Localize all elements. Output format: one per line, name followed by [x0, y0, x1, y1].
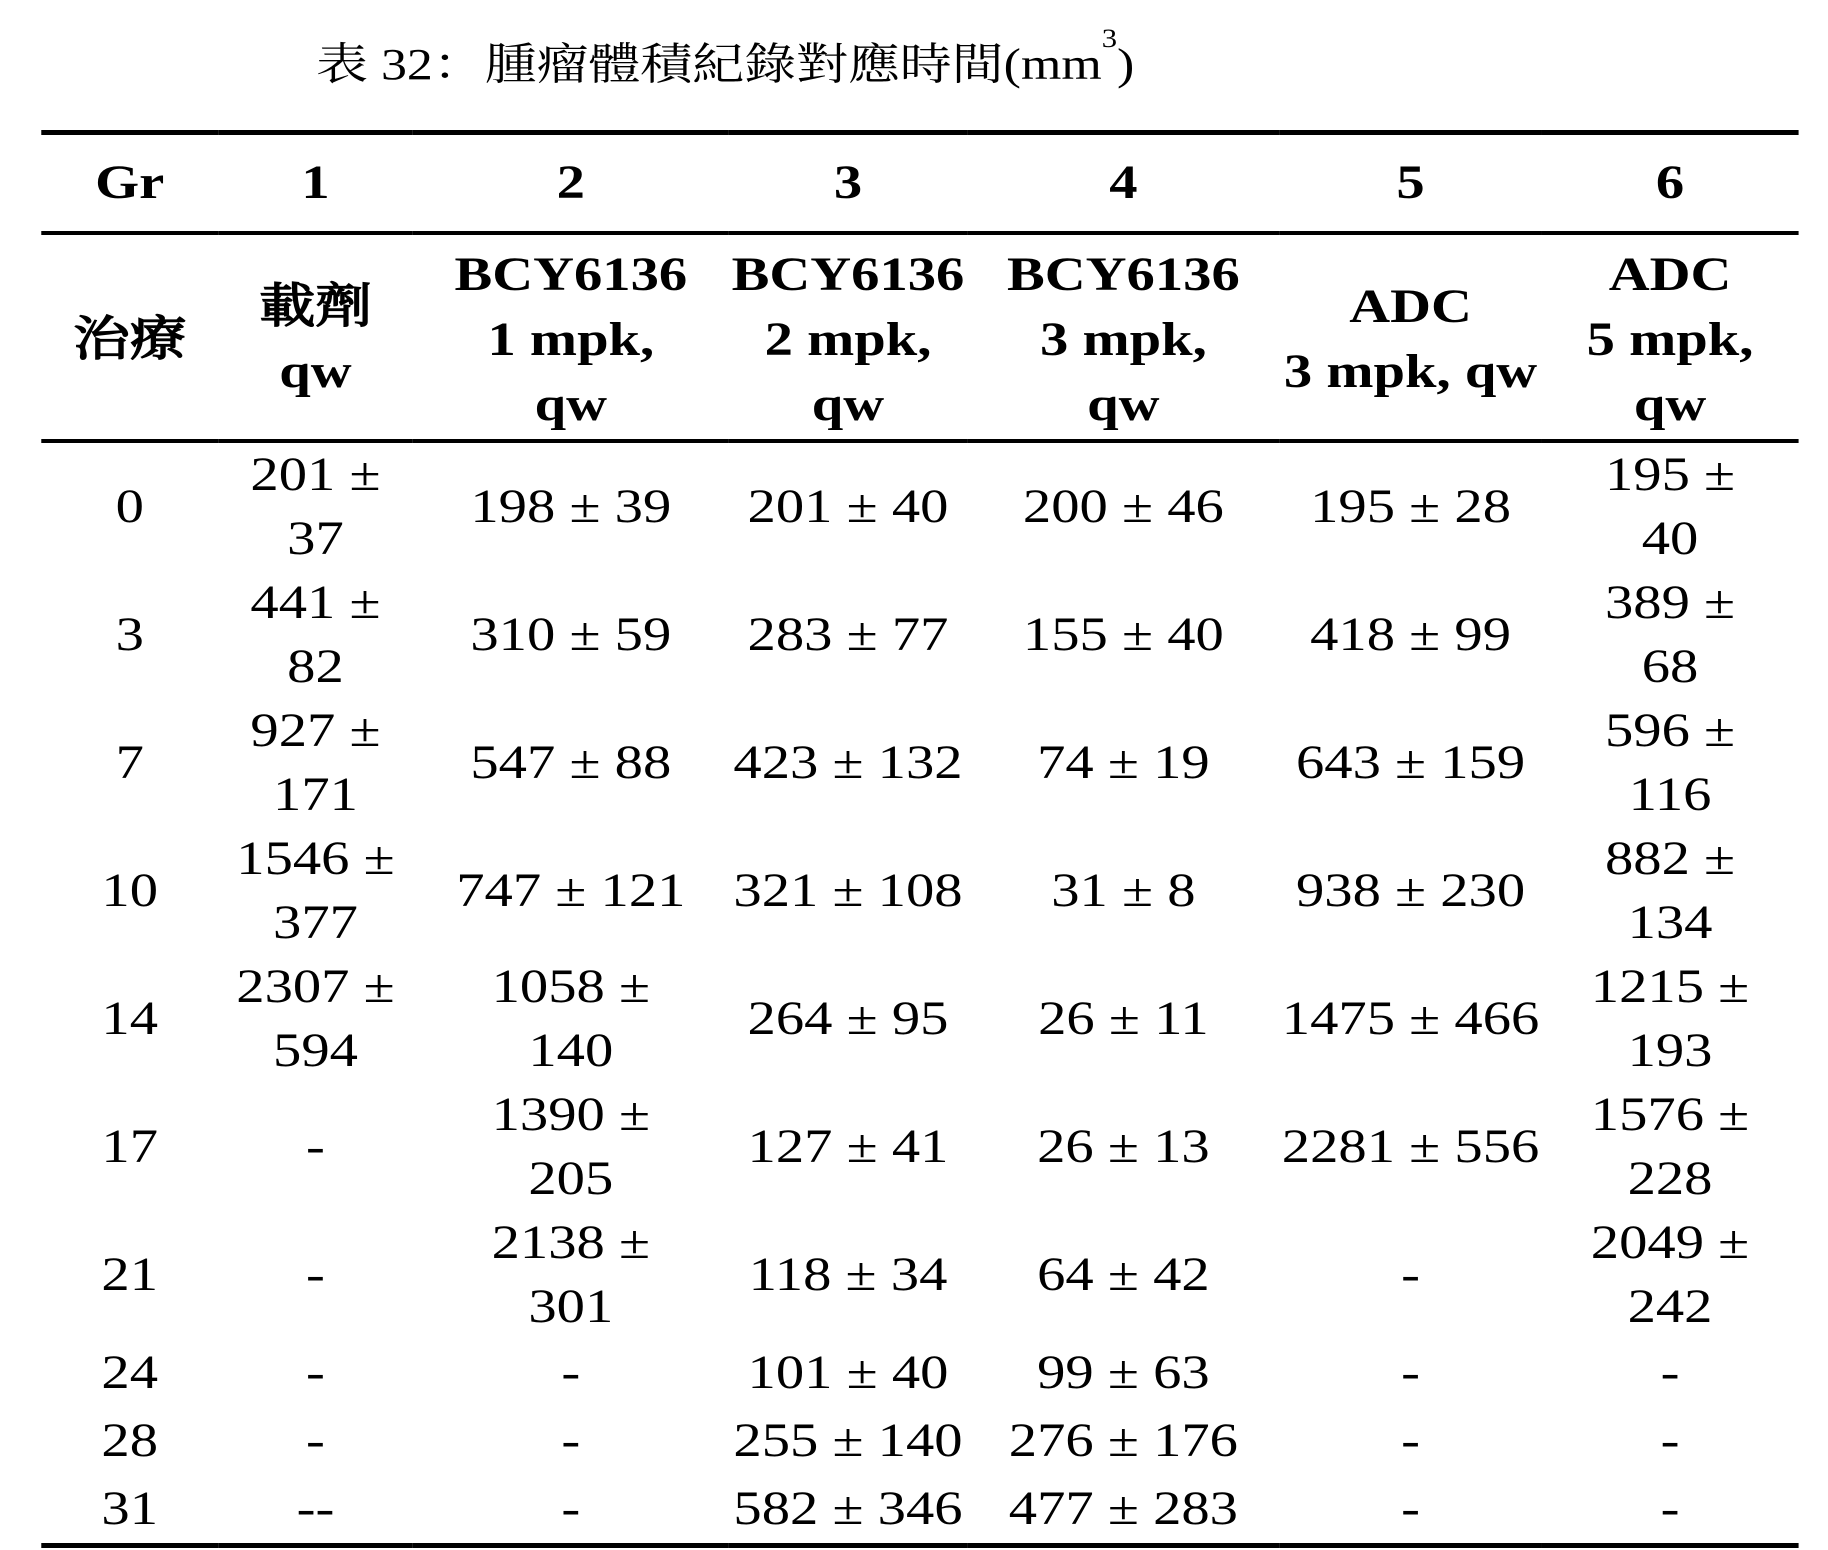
volume-cell: 441 ± 82 [218, 571, 413, 699]
volume-cell: 1546 ± 377 [218, 827, 413, 955]
treatment-line: ADC [1280, 274, 1542, 339]
volume-cell: 596 ± 116 [1541, 699, 1798, 827]
treatment-line: qw [729, 372, 967, 437]
volume-cell: - [1280, 1475, 1542, 1546]
table-row [41, 827, 1798, 955]
treatment-cell [1541, 233, 1798, 441]
group-header-cell: 6 [1541, 133, 1798, 234]
volume-cell: - [1541, 1339, 1798, 1407]
volume-cell: 477 ± 283 [967, 1475, 1280, 1546]
day-cell: 24 [41, 1339, 218, 1407]
volume-cell: 310 ± 59 [413, 571, 729, 699]
volume-cell: 747 ± 121 [413, 827, 729, 955]
volume-cell: - [1280, 1211, 1542, 1339]
volume-cell: 195 ± 40 [1541, 441, 1798, 571]
title-superscript: 3 [1102, 24, 1117, 53]
treatment-cell [218, 233, 413, 441]
table-title [316, 28, 1134, 92]
volume-cell: 1390 ± 205 [413, 1083, 729, 1211]
group-header-cell: Gr [41, 133, 218, 234]
treatment-line: qw [967, 372, 1280, 437]
volume-cell: - [1280, 1339, 1542, 1407]
table-row [41, 1475, 1798, 1546]
group-header-cell: 4 [967, 133, 1280, 234]
volume-cell: 927 ± 171 [218, 699, 413, 827]
volume-cell: - [413, 1339, 729, 1407]
day-cell: 31 [41, 1475, 218, 1546]
volume-cell: - [413, 1407, 729, 1475]
day-cell: 3 [41, 571, 218, 699]
volume-cell: 2281 ± 556 [1280, 1083, 1542, 1211]
volume-cell: 582 ± 346 [729, 1475, 967, 1546]
day-cell: 10 [41, 827, 218, 955]
tumor-volume-table [41, 130, 1798, 1548]
volume-cell: - [1541, 1475, 1798, 1546]
treatment-line: qw [449, 372, 692, 437]
day-cell: 17 [41, 1083, 218, 1211]
treatment-line: ADC [1579, 242, 1761, 307]
treatment-cell [729, 233, 967, 441]
day-cell: 7 [41, 699, 218, 827]
group-header-cell: 3 [729, 133, 967, 234]
volume-cell: - [1280, 1407, 1542, 1475]
day-cell: 0 [41, 441, 218, 571]
treatment-line: 3 mpk, qw [1280, 339, 1542, 404]
volume-cell: - [1541, 1407, 1798, 1475]
volume-cell: 283 ± 77 [729, 571, 967, 699]
volume-cell: 255 ± 140 [729, 1407, 967, 1475]
volume-cell: -- [218, 1475, 413, 1546]
volume-cell: - [218, 1407, 413, 1475]
table-row [41, 571, 1798, 699]
volume-cell: 1058 ± 140 [413, 955, 729, 1083]
document-page [0, 0, 1828, 1550]
treatment-cell [967, 233, 1280, 441]
treatment-line: qw [224, 339, 407, 404]
volume-cell: - [218, 1083, 413, 1211]
treatment-line: 載劑 [224, 274, 407, 339]
title-text: 表 32：腫瘤體積紀錄對應時間(mm [316, 40, 1102, 89]
volume-cell: 99 ± 63 [967, 1339, 1280, 1407]
volume-cell: 547 ± 88 [413, 699, 729, 827]
table-row [41, 1407, 1798, 1475]
volume-cell: 195 ± 28 [1280, 441, 1542, 571]
treatment-line: 2 mpk, [729, 307, 967, 372]
table-row [41, 1339, 1798, 1407]
group-header-cell: 5 [1280, 133, 1542, 234]
volume-cell: 264 ± 95 [729, 955, 967, 1083]
volume-cell: - [413, 1475, 729, 1546]
treatment-line: 5 mpk, [1579, 307, 1761, 372]
treatment-cell [413, 233, 729, 441]
day-cell: 21 [41, 1211, 218, 1339]
table-row [41, 441, 1798, 571]
day-cell: 14 [41, 955, 218, 1083]
volume-cell: 321 ± 108 [729, 827, 967, 955]
day-cell: 28 [41, 1407, 218, 1475]
volume-cell: 2138 ± 301 [413, 1211, 729, 1339]
table-row [41, 955, 1798, 1083]
group-header-cell: 1 [218, 133, 413, 234]
volume-cell: 1215 ± 193 [1541, 955, 1798, 1083]
volume-cell: 31 ± 8 [967, 827, 1280, 955]
treatment-row [41, 233, 1798, 441]
volume-cell: 2049 ± 242 [1541, 1211, 1798, 1339]
volume-cell: 101 ± 40 [729, 1339, 967, 1407]
table-row [41, 1083, 1798, 1211]
treatment-line: BCY6136 [449, 242, 692, 307]
table-row [41, 1211, 1798, 1339]
volume-cell: 643 ± 159 [1280, 699, 1542, 827]
volume-cell: 198 ± 39 [413, 441, 729, 571]
volume-cell: 26 ± 11 [967, 955, 1280, 1083]
volume-cell: 200 ± 46 [967, 441, 1280, 571]
volume-cell: 26 ± 13 [967, 1083, 1280, 1211]
volume-cell: 276 ± 176 [967, 1407, 1280, 1475]
volume-cell: 74 ± 19 [967, 699, 1280, 827]
group-header-row [41, 133, 1798, 234]
volume-cell: 418 ± 99 [1280, 571, 1542, 699]
volume-cell: - [218, 1339, 413, 1407]
volume-cell: 2307 ± 594 [218, 955, 413, 1083]
volume-cell: 423 ± 132 [729, 699, 967, 827]
group-header-cell: 2 [413, 133, 729, 234]
volume-cell: 882 ± 134 [1541, 827, 1798, 955]
treatment-cell [1280, 233, 1542, 441]
volume-cell: 389 ± 68 [1541, 571, 1798, 699]
treatment-cell [41, 233, 218, 441]
volume-cell: 201 ± 37 [218, 441, 413, 571]
treatment-line: BCY6136 [729, 242, 967, 307]
volume-cell: 938 ± 230 [1280, 827, 1542, 955]
volume-cell: 1475 ± 466 [1280, 955, 1542, 1083]
treatment-line: BCY6136 [967, 242, 1280, 307]
table-row [41, 699, 1798, 827]
volume-cell: 127 ± 41 [729, 1083, 967, 1211]
volume-cell: 64 ± 42 [967, 1211, 1280, 1339]
title-close-paren: ) [1117, 40, 1134, 89]
volume-cell: - [218, 1211, 413, 1339]
volume-cell: 155 ± 40 [967, 571, 1280, 699]
treatment-line: 1 mpk, [449, 307, 692, 372]
treatment-line: 治療 [41, 307, 218, 372]
treatment-line: qw [1579, 372, 1761, 437]
volume-cell: 201 ± 40 [729, 441, 967, 571]
treatment-line: 3 mpk, [967, 307, 1280, 372]
volume-cell: 118 ± 34 [729, 1211, 967, 1339]
volume-cell: 1576 ± 228 [1541, 1083, 1798, 1211]
